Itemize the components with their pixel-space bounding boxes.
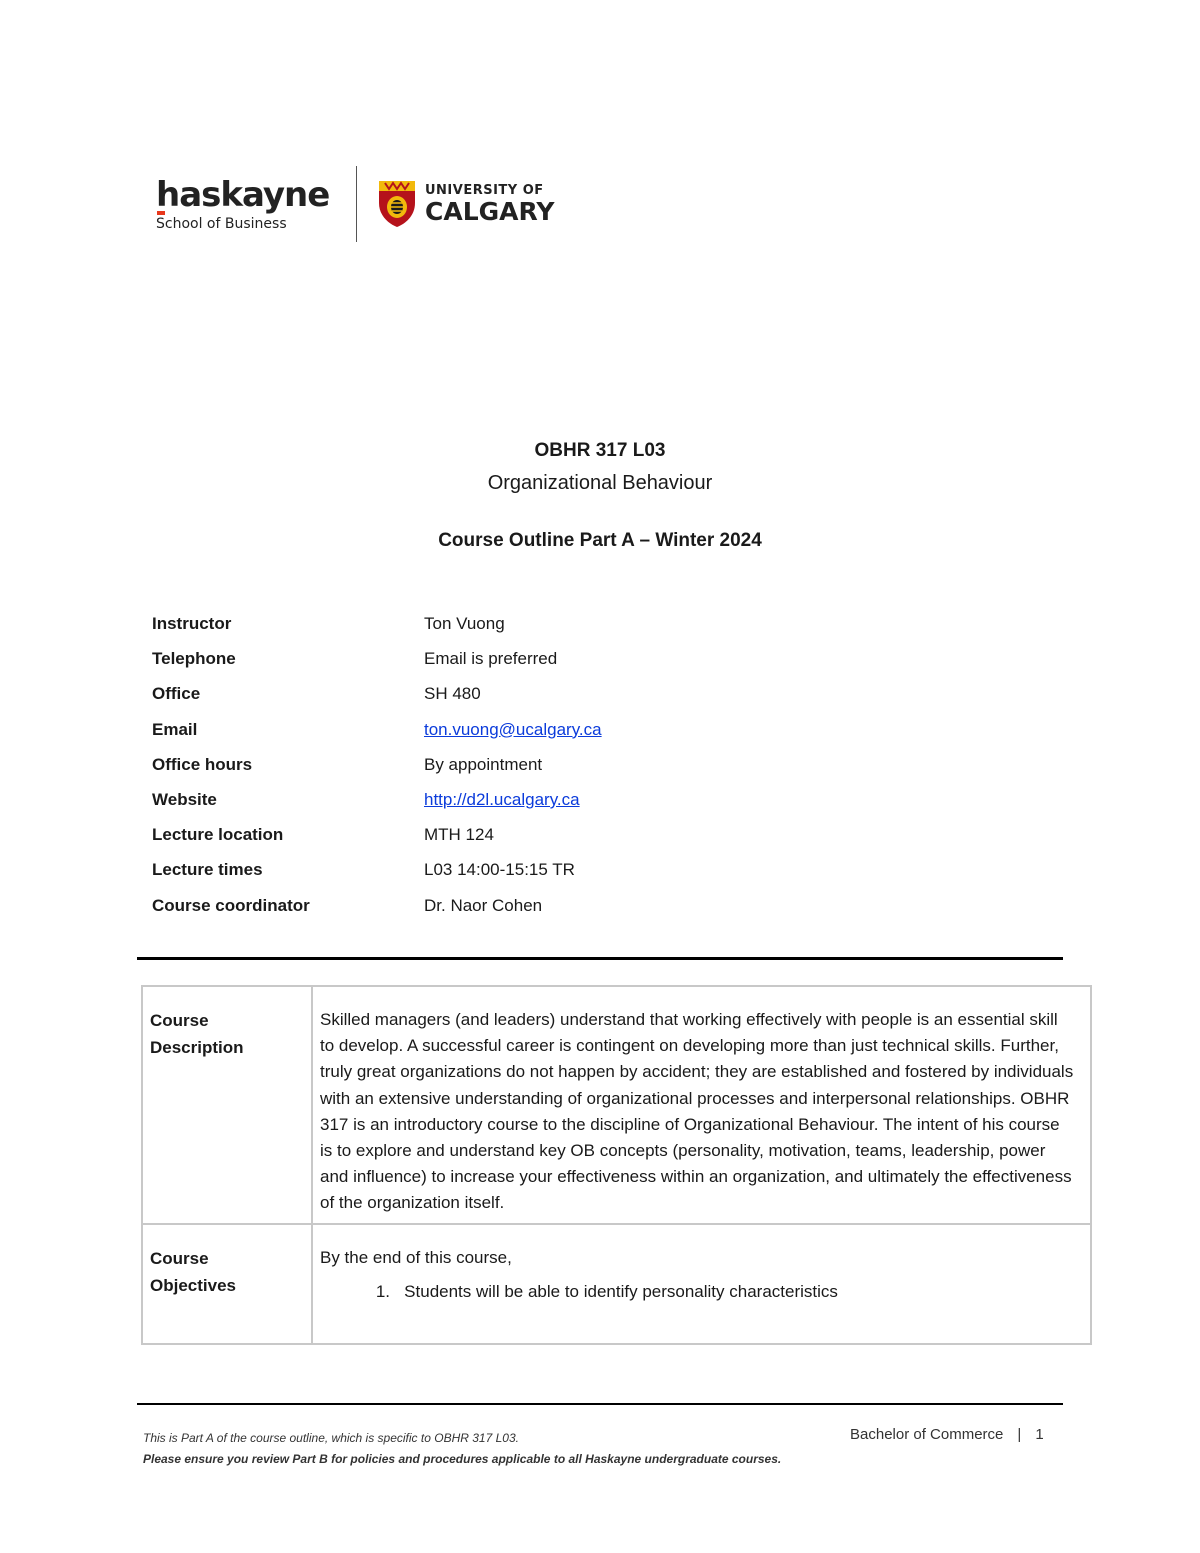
info-value: MTH 124 xyxy=(424,825,494,845)
university-wordmark xyxy=(425,183,554,225)
haskayne-logo xyxy=(156,176,354,232)
objectives-label-line1: Course xyxy=(150,1248,209,1268)
footer-note xyxy=(143,1428,781,1470)
info-label: Website xyxy=(152,789,217,809)
footer-separator: | xyxy=(1017,1426,1022,1443)
objective-text xyxy=(390,1279,838,1305)
info-label: Telephone xyxy=(152,649,236,669)
objectives-intro: By the end of this course, xyxy=(320,1247,512,1267)
info-label: Office hours xyxy=(152,754,253,774)
info-value: Dr. Naor Cohen xyxy=(424,895,543,915)
outline-title: Course Outline Part A – Winter 2024 xyxy=(438,530,762,551)
info-row-website xyxy=(152,790,602,825)
info-value-email xyxy=(424,720,602,740)
footer-page-info xyxy=(850,1426,1044,1443)
section-divider xyxy=(137,957,1063,960)
haskayne-subtitle: School of Business xyxy=(156,216,287,232)
info-label: Course coordinator xyxy=(152,895,310,915)
info-row-course-coordinator xyxy=(152,896,602,931)
info-row-lecture-times xyxy=(152,860,602,895)
info-value: Email is preferred xyxy=(424,649,558,669)
objective-number: 1. xyxy=(375,1281,390,1301)
description-label-cell xyxy=(142,986,312,1224)
info-label: Lecture times xyxy=(152,860,263,880)
info-label: Office xyxy=(152,684,201,704)
footer-program: Bachelor of Commerce xyxy=(850,1426,1004,1443)
info-row-telephone xyxy=(152,649,602,684)
footer-divider xyxy=(137,1403,1063,1405)
haskayne-wordmark-text: haskayne xyxy=(156,175,330,215)
description-label-line2: Description xyxy=(150,1038,244,1057)
info-value: L03 14:00-15:15 TR xyxy=(424,860,575,880)
objectives-cell xyxy=(312,1224,1091,1344)
logo-divider xyxy=(356,166,357,242)
course-details-table xyxy=(141,985,1092,1345)
course-name: Organizational Behaviour xyxy=(487,472,713,494)
footer-line1: This is Part A of the course outline, which is specific to OBHR 317 L03. xyxy=(143,1431,519,1445)
objectives-label-line2: Objectives xyxy=(150,1275,236,1295)
info-row-instructor xyxy=(152,614,602,649)
info-value: SH 480 xyxy=(424,684,481,704)
info-row-office xyxy=(152,684,602,719)
description-label-line1: Course xyxy=(150,1011,209,1030)
description-text: Skilled managers (and leaders) understand that working effectively with people is an essential skill to develop. A successful career is contingent on developing more than just technical skills. Further, truly great organizations do not happen by accident; they are established and fostered by individuals with an extensive understanding of organizational processes and interpersonal relationships. OBHR 317 is an introductory course to the discipline of Organizational Behaviour. The intent of his course is to explore and understand key OB concepts (personality, motivation, teams, leadership, power and influence) to increase your effectiveness within an organization, and ultimately the effectiveness of the organization itself. xyxy=(312,986,1091,1224)
email-link[interactable]: ton.vuong@ucalgary.ca xyxy=(424,719,602,739)
objectives-label-cell xyxy=(142,1224,312,1344)
info-label: Lecture location xyxy=(152,825,284,845)
course-info-list xyxy=(152,614,602,931)
footer-line2: Please ensure you review Part B for policies and procedures applicable to all Haskayne undergraduate courses. xyxy=(143,1452,782,1466)
table-row-objectives xyxy=(142,1224,1091,1344)
info-value: By appointment xyxy=(424,754,543,774)
page-number: 1 xyxy=(1035,1426,1044,1443)
info-row-lecture-location xyxy=(152,825,602,860)
info-value-website xyxy=(424,790,580,810)
header-logos xyxy=(156,166,554,242)
table-row-description xyxy=(142,986,1091,1224)
university-crest-icon xyxy=(377,179,417,229)
objectives-list xyxy=(320,1279,1076,1305)
info-row-email xyxy=(152,720,602,755)
website-link[interactable]: http://d2l.ucalgary.ca xyxy=(424,789,580,809)
info-label: Instructor xyxy=(152,614,232,633)
objective-text-content: Students will be able to identify personality characteristics xyxy=(404,1281,838,1301)
course-code: OBHR 317 L03 xyxy=(534,440,666,461)
info-value: Ton Vuong xyxy=(424,614,505,633)
info-label: Email xyxy=(152,719,198,739)
list-item xyxy=(320,1279,1076,1305)
haskayne-wordmark xyxy=(156,176,354,214)
university-wordmark-line2: CALGARY xyxy=(425,197,555,226)
university-wordmark-line1: UNIVERSITY OF xyxy=(425,183,544,198)
info-row-office-hours xyxy=(152,755,602,790)
